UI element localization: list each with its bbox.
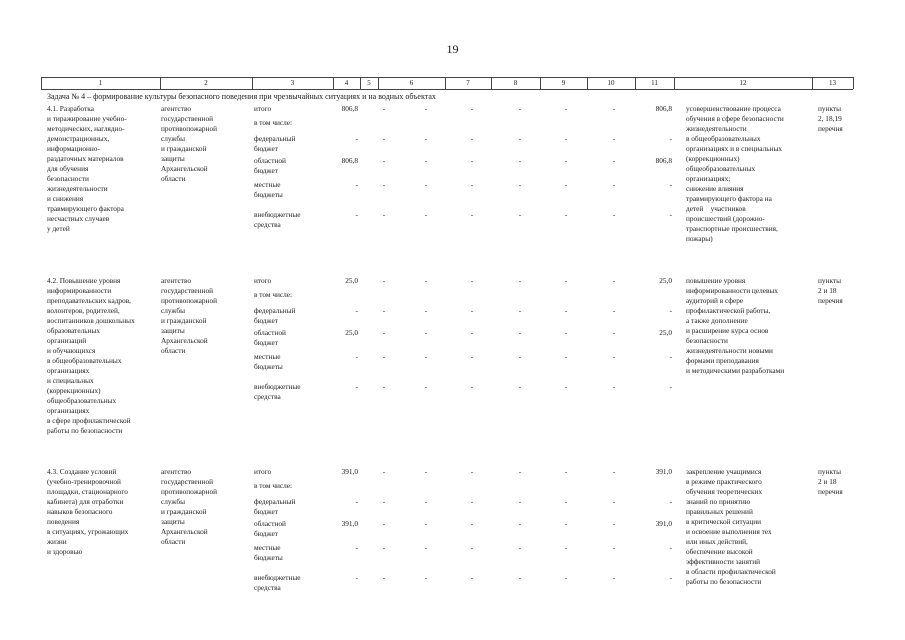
empty-year-cell: -	[424, 134, 428, 143]
empty-year-cell: -	[424, 543, 428, 552]
funding-source-label: федеральный бюджет	[254, 134, 296, 153]
funding-total: -	[355, 210, 358, 219]
funding-col11: -	[669, 497, 672, 506]
result-cell: закрепление учащимися в режиме практического обучения теоретических знаний по принятию правильных решений в критической ситуации и освоение выполнения тех или иных действий, обеспечение высокой эффективности занятий в области профилактической работы по безопасности	[686, 467, 776, 586]
column-number: 2	[204, 79, 208, 87]
activity-cell: 4.3. Создание условий (учебно-тренировочной площадки, стационарного кабинета) для отработки навыков безопасного поведения в ситуациях, угрожающих жизни и здоровью	[47, 467, 129, 556]
funding-col11: -	[669, 210, 672, 219]
empty-year-cell: -	[564, 328, 568, 337]
empty-year-cell: -	[564, 382, 568, 391]
funding-col11: 391,0	[655, 519, 672, 528]
column-number: 6	[409, 79, 414, 87]
empty-year-cell: -	[470, 352, 474, 361]
empty-year-cell: -	[382, 497, 386, 506]
funding-source-label: областной бюджет	[254, 156, 286, 175]
empty-year-cell: -	[564, 467, 568, 476]
funding-total: 806,8	[341, 156, 358, 165]
empty-year-cell: -	[518, 573, 522, 582]
empty-year-cell: -	[564, 180, 568, 189]
empty-year-cell: -	[470, 134, 474, 143]
empty-year-cell: -	[382, 352, 386, 361]
empty-year-cell: -	[564, 276, 568, 285]
funding-total: 391,0	[341, 519, 358, 528]
empty-year-cell: -	[424, 497, 428, 506]
column-number: 7	[466, 79, 470, 87]
empty-year-cell: -	[424, 180, 428, 189]
reference-cell: пункты 2, 18,19 перечня	[818, 104, 843, 133]
column-number: 3	[290, 79, 295, 87]
empty-year-cell: -	[470, 467, 474, 476]
funding-source-label: итого	[254, 467, 272, 476]
empty-year-cell: -	[518, 467, 522, 476]
funding-col11: 391,0	[655, 467, 672, 476]
empty-year-cell: -	[518, 306, 522, 315]
empty-year-cell: -	[612, 328, 616, 337]
empty-year-cell: -	[424, 573, 428, 582]
empty-year-cell: -	[612, 104, 616, 113]
header-rule	[41, 89, 853, 90]
empty-year-cell: -	[382, 519, 386, 528]
funding-source-label: итого	[254, 104, 272, 113]
funding-source-label: внебюджетные средства	[254, 382, 301, 401]
empty-year-cell: -	[564, 573, 568, 582]
empty-year-cell: -	[470, 210, 474, 219]
funding-source-label: местные бюджеты	[254, 543, 283, 562]
empty-year-cell: -	[382, 328, 386, 337]
empty-year-cell: -	[470, 543, 474, 552]
empty-year-cell: -	[424, 467, 428, 476]
funding-source-label: федеральный бюджет	[254, 306, 296, 325]
funding-source-label: местные бюджеты	[254, 352, 283, 371]
empty-year-cell: -	[470, 519, 474, 528]
empty-year-cell: -	[564, 134, 568, 143]
result-cell: повышение уровня информированности целевых аудиторий в сфере профилактической работы, а также дополнение и расширение курса основ безопасности жизнедеятельности новыми формами преподавания и методическими разработками	[686, 276, 785, 375]
funding-source-label: в том числе:	[254, 118, 293, 127]
empty-year-cell: -	[382, 276, 386, 285]
funding-col11: -	[669, 382, 672, 391]
empty-year-cell: -	[470, 306, 474, 315]
empty-year-cell: -	[518, 276, 522, 285]
empty-year-cell: -	[382, 573, 386, 582]
empty-year-cell: -	[564, 352, 568, 361]
funding-source-label: внебюджетные средства	[254, 210, 301, 229]
column-number: 12	[739, 79, 747, 87]
column-number: 8	[513, 79, 518, 87]
funding-total: 25,0	[345, 276, 358, 285]
empty-year-cell: -	[470, 328, 474, 337]
reference-cell: пункты 2 и 18 перечня	[818, 467, 843, 496]
task-title: Задача № 4 – формирование культуры безопасного поведения при чрезвычайных ситуациях и на водных объектах	[47, 92, 436, 101]
empty-year-cell: -	[564, 543, 568, 552]
empty-year-cell: -	[612, 180, 616, 189]
funding-total: -	[355, 306, 358, 315]
empty-year-cell: -	[518, 156, 522, 165]
funding-total: 25,0	[345, 328, 358, 337]
empty-year-cell: -	[612, 210, 616, 219]
column-number: 1	[98, 79, 103, 87]
empty-year-cell: -	[424, 519, 428, 528]
funding-col11: 25,0	[659, 276, 672, 285]
result-cell: усовершенствование процесса обучения в сфере безопасности жизнедеятельности в общеобразовательных организациях и в специальных (коррекционных) общеобразовательных организациях; снижение влияния травмирующего фактора на детей участников происшествий (дорожно- транспортные происшествия, пожары)	[686, 104, 784, 243]
column-number: 5	[367, 79, 371, 87]
page-number: 19	[446, 42, 459, 56]
empty-year-cell: -	[382, 104, 386, 113]
funding-col11: 25,0	[659, 328, 672, 337]
empty-year-cell: -	[382, 210, 386, 219]
empty-year-cell: -	[612, 306, 616, 315]
empty-year-cell: -	[564, 156, 568, 165]
empty-year-cell: -	[612, 156, 616, 165]
executor-cell: агентство государственной противопожарной службы и гражданской защиты Архангельской области	[161, 104, 218, 183]
funding-col11: -	[669, 180, 672, 189]
executor-cell: агентство государственной противопожарной службы и гражданской защиты Архангельской области	[161, 467, 218, 546]
empty-year-cell: -	[424, 382, 428, 391]
funding-total: -	[355, 497, 358, 506]
funding-total: 391,0	[341, 467, 358, 476]
empty-year-cell: -	[518, 134, 522, 143]
column-number: 11	[651, 79, 658, 87]
empty-year-cell: -	[518, 328, 522, 337]
empty-year-cell: -	[424, 306, 428, 315]
empty-year-cell: -	[612, 543, 616, 552]
empty-year-cell: -	[424, 276, 428, 285]
funding-source-label: областной бюджет	[254, 519, 286, 538]
empty-year-cell: -	[382, 543, 386, 552]
empty-year-cell: -	[612, 352, 616, 361]
empty-year-cell: -	[470, 573, 474, 582]
funding-source-label: в том числе:	[254, 290, 293, 299]
empty-year-cell: -	[382, 467, 386, 476]
funding-source-label: областной бюджет	[254, 328, 286, 347]
empty-year-cell: -	[382, 156, 386, 165]
column-number: 10	[607, 79, 615, 87]
empty-year-cell: -	[518, 104, 522, 113]
column-number: 4	[344, 79, 349, 87]
executor-cell: агентство государственной противопожарной службы и гражданской защиты Архангельской области	[161, 276, 218, 355]
empty-year-cell: -	[564, 306, 568, 315]
empty-year-cell: -	[382, 134, 386, 143]
empty-year-cell: -	[612, 276, 616, 285]
funding-col11: -	[669, 352, 672, 361]
funding-total: -	[355, 573, 358, 582]
funding-total: -	[355, 134, 358, 143]
empty-year-cell: -	[424, 104, 428, 113]
empty-year-cell: -	[382, 180, 386, 189]
funding-source-label: местные бюджеты	[254, 180, 283, 199]
empty-year-cell: -	[470, 276, 474, 285]
empty-year-cell: -	[424, 210, 428, 219]
column-number: 13	[829, 79, 836, 87]
funding-col11: -	[669, 573, 672, 582]
funding-col11: 806,8	[655, 104, 672, 113]
empty-year-cell: -	[470, 180, 474, 189]
funding-total: -	[355, 382, 358, 391]
empty-year-cell: -	[470, 156, 474, 165]
empty-year-cell: -	[612, 497, 616, 506]
empty-year-cell: -	[424, 156, 428, 165]
empty-year-cell: -	[612, 382, 616, 391]
empty-year-cell: -	[424, 328, 428, 337]
empty-year-cell: -	[518, 497, 522, 506]
funding-total: -	[355, 180, 358, 189]
column-number: 9	[561, 79, 566, 87]
funding-col11: -	[669, 134, 672, 143]
empty-year-cell: -	[470, 382, 474, 391]
empty-year-cell: -	[518, 382, 522, 391]
funding-total: 806,8	[341, 104, 358, 113]
funding-source-label: внебюджетные средства	[254, 573, 301, 592]
activity-cell: 4.1. Разработка и тиражирование учебно- методических, наглядно- демонстрационных, информационно- раздаточных материалов для обучения безопасности жизнедеятельности и снижения травмирующего фактора несчастных случаев у детей	[47, 104, 127, 233]
reference-cell: пункты 2 и 18 перечня	[818, 276, 843, 305]
funding-source-label: в том числе:	[254, 481, 293, 490]
empty-year-cell: -	[612, 519, 616, 528]
empty-year-cell: -	[470, 497, 474, 506]
empty-year-cell: -	[518, 180, 522, 189]
funding-total: -	[355, 543, 358, 552]
empty-year-cell: -	[518, 352, 522, 361]
empty-year-cell: -	[382, 382, 386, 391]
funding-col11: -	[669, 543, 672, 552]
empty-year-cell: -	[564, 210, 568, 219]
empty-year-cell: -	[612, 467, 616, 476]
empty-year-cell: -	[382, 306, 386, 315]
empty-year-cell: -	[564, 497, 568, 506]
funding-col11: 806,8	[655, 156, 672, 165]
header-divider	[853, 77, 854, 89]
funding-source-label: федеральный бюджет	[254, 497, 296, 516]
funding-total: -	[355, 352, 358, 361]
empty-year-cell: -	[470, 104, 474, 113]
empty-year-cell: -	[518, 210, 522, 219]
funding-source-label: итого	[254, 276, 272, 285]
empty-year-cell: -	[564, 519, 568, 528]
empty-year-cell: -	[612, 134, 616, 143]
empty-year-cell: -	[518, 519, 522, 528]
funding-col11: -	[669, 306, 672, 315]
empty-year-cell: -	[612, 573, 616, 582]
empty-year-cell: -	[424, 352, 428, 361]
empty-year-cell: -	[564, 104, 568, 113]
activity-cell: 4.2. Повышение уровня информированности преподавательских кадров, волонтеров, родителей, воспитанников дошкольных образовательных организаций и обучающихся в общеобразовательных организациях и специальных (коррекционных) общеобразовательных организациях в сфере профилактической работы по безопасности	[47, 276, 135, 435]
empty-year-cell: -	[518, 543, 522, 552]
